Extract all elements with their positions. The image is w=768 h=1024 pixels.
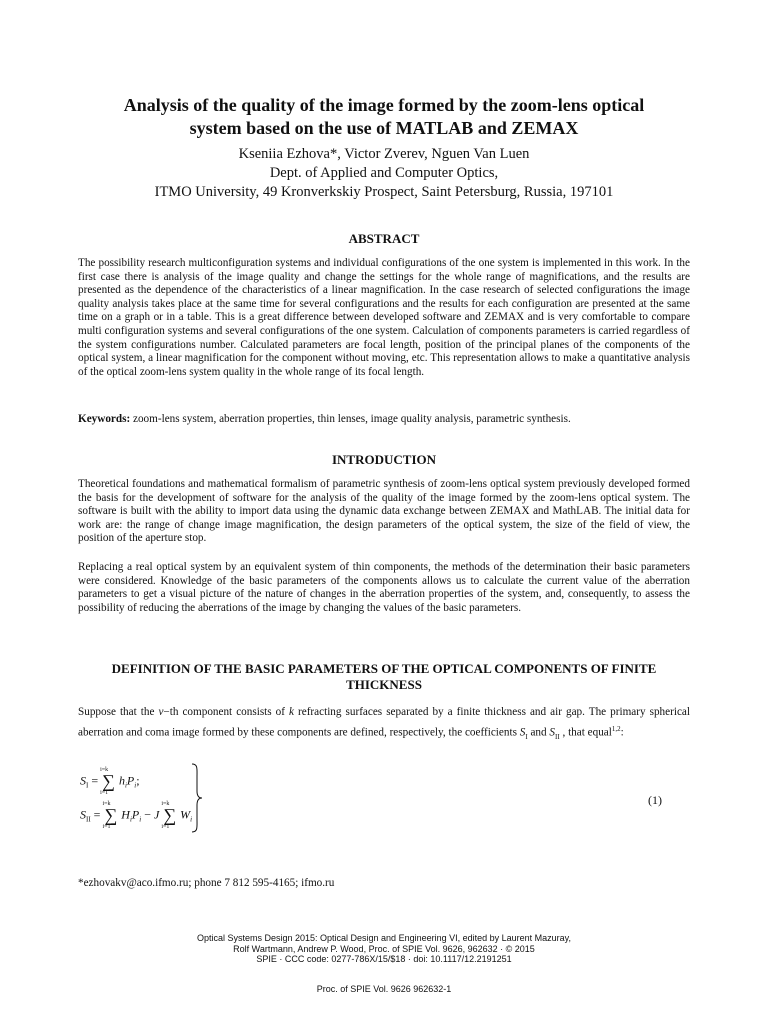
s2-subscript: II xyxy=(555,732,560,741)
abstract-body xyxy=(78,257,690,379)
keywords-label: Keywords: xyxy=(78,413,131,425)
nu-symbol: ν xyxy=(158,706,164,718)
right-brace xyxy=(190,763,204,833)
def-text-d: and xyxy=(527,726,550,739)
abstract-text: The possibility research multiconfiguration systems and individual configurations of the one system is implemented in this work. In the first case there is analysis of the image quality and change the settings for the whole range of magnifications, and the results are presented as the dependence of the characteristics of a linear magnification. In the case research of selected configurations the image quality analysis takes place at the same time for several configurations and the results for each configuration are presented at the same time on a graph or in a table. This is a great difference between developed software and ZEMAX and is very comfortable to compare multi configuration systems and several configurations of the one system. Calculation of components parameters is carried regardless of the system configurations number. Calculated parameters are focal length, position of the principal planes of the components of the optical system, a linear magnification for the component without moving, etc. This representation allows to make a quantitative analysis of the optical zoom-lens system quality in the whole range of its focal length. xyxy=(78,257,690,378)
intro-para-2-text: Replacing a real optical system by an equivalent system of thin components, the methods of the determination their basic parameters were considered. Knowledge of the basic parameters of the components allows us to calculate the current value of the aberration parameters to get a visual picture of the nature of changes in the aberration properties of the system, and, consequently, to assess the possibility of reducing the aberrations of the image by changing the values of the basic parameters. xyxy=(78,561,690,614)
footnote: *ezhovakv@aco.ifmo.ru; phone 7 812 595-4165; ifmo.ru xyxy=(78,877,335,889)
def-text-c: refracting surfaces separated by a finite thickness and air gap. The primary spherical aberration and coma image formed by these components are defined, respectively, the coefficients xyxy=(78,706,690,739)
def-text-b: −th component consists of xyxy=(163,706,290,718)
title-line-1: Analysis of the quality of the image formed by the zoom-lens optical xyxy=(123,95,645,115)
definition-heading xyxy=(78,661,690,693)
paper-title xyxy=(60,94,708,140)
sum-symbol: ∑ i=k i=1 xyxy=(161,801,177,830)
k-symbol: k xyxy=(289,706,294,718)
def-text-a: Suppose that the xyxy=(78,706,159,718)
footer-line-2: Rolf Wartmann, Andrew P. Wood, Proc. of SPIE Vol. 9626, 962632 · © 2015 xyxy=(233,943,535,954)
equation-number: (1) xyxy=(648,793,662,807)
intro-para-1-text: Theoretical foundations and mathematical formalism of parametric synthesis of zoom-lens optical system previously developed formed the basis for the development of software for the analysis of the quality of the image formed by the zoom-lens optical system. The software is built with the ability to import data using the dynamic data exchange between ZEMAX and MathLAB. The initial data for work are: the range of change image magnification, the design parameters of the optical system, the size of the field of view, the position of the aperture stop. xyxy=(78,478,690,545)
publication-footer xyxy=(60,933,708,965)
abstract-heading: ABSTRACT xyxy=(348,231,420,246)
sum-symbol: ∑ i=k i=1 xyxy=(100,767,115,796)
s2-symbol: S xyxy=(549,726,556,739)
def-text-e: , that equal xyxy=(559,726,612,739)
sum-symbol: ∑ i=k i=1 xyxy=(102,801,118,830)
equation-s1: $S_I$ = ∑ i=k i=1 $h_iP_i$; xyxy=(80,767,140,796)
definition-heading-line-1: DEFINITION OF THE BASIC PARAMETERS OF THE OPTICAL COMPONENTS OF FINITE xyxy=(111,661,657,676)
def-text-f: : xyxy=(620,726,624,739)
equation-s2: $S_{II}$ = ∑ i=k i=1 $H_iP_i - J$ ∑ i=k i=1 $W_i$ xyxy=(80,801,193,830)
reference-superscript: 1,2 xyxy=(611,724,621,733)
s1-subscript: I xyxy=(525,732,528,741)
footer-line-1: Optical Systems Design 2015: Optical Design and Engineering VI, edited by Laurent Mazuray, xyxy=(196,933,572,943)
definition-heading-line-2: THICKNESS xyxy=(346,677,422,692)
introduction-heading: INTRODUCTION xyxy=(331,452,436,467)
author-block xyxy=(60,145,708,202)
page-footer: Proc. of SPIE Vol. 9626 962632-1 xyxy=(316,984,452,994)
equation-block xyxy=(80,763,680,843)
introduction-paragraph-2 xyxy=(78,561,690,615)
author-names: Kseniia Ezhova*, Victor Zverev, Nguen Van Luen xyxy=(238,146,530,162)
title-line-2: system based on the use of MATLAB and ZEMAX xyxy=(189,118,579,138)
introduction-paragraph-1 xyxy=(78,478,690,546)
definition-paragraph xyxy=(78,704,690,745)
keywords-line xyxy=(78,413,690,427)
author-institution: ITMO University, 49 Kronverkskiy Prospect, Saint Petersburg, Russia, 197101 xyxy=(154,184,614,200)
keywords-text: zoom-lens system, aberration properties, thin lenses, image quality analysis, parametric synthesis. xyxy=(130,413,571,425)
s1-symbol: S xyxy=(519,726,526,739)
footer-line-3: SPIE · CCC code: 0277-786X/15/$18 · doi: 10.1117/12.2191251 xyxy=(256,954,512,964)
author-department: Dept. of Applied and Computer Optics, xyxy=(269,165,499,181)
